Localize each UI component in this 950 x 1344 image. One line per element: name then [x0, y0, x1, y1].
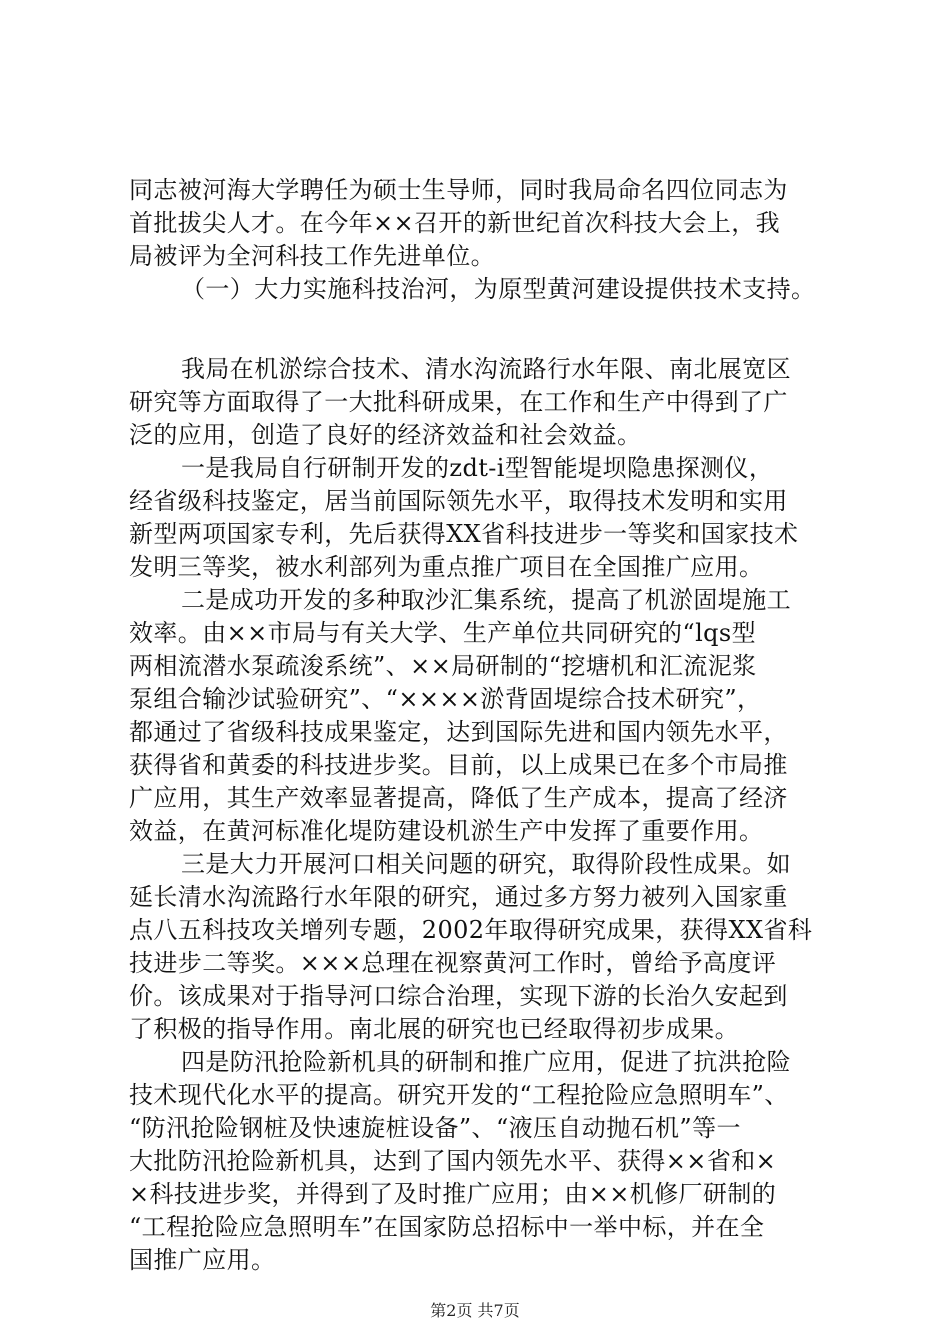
paragraph-line: 技术现代化水平的提高。研究开发的“工程抢险应急照明车”、	[129, 1081, 789, 1109]
paragraph-line: 新型两项国家专利，先后获得XX省科技进步一等奖和国家技术	[129, 520, 799, 548]
paragraph-line: 局被评为全河科技工作先进单位。	[129, 242, 495, 270]
paragraph-line: 研究等方面取得了一大批科研成果，在工作和生产中得到了广	[129, 388, 788, 416]
paragraph-line: 都通过了省级科技成果鉴定，达到国际先进和国内领先水平，	[129, 718, 788, 746]
paragraph-line: 效率。由××市局与有关大学、生产单位共同研究的“lqs型	[129, 619, 757, 647]
paragraph-line: 首批拔尖人才。在今年××召开的新世纪首次科技大会上，我	[129, 209, 781, 237]
paragraph-line: 一是我局自行研制开发的zdt-i型智能堤坝隐患探测仪，	[181, 454, 774, 482]
paragraph-line: 二是成功开发的多种取沙汇集系统，提高了机淤固堤施工	[181, 586, 791, 614]
paragraph-line: 了积极的指导作用。南北展的研究也已经取得初步成果。	[129, 1015, 739, 1043]
paragraph-line: 四是防汛抢险新机具的研制和推广应用，促进了抗洪抢险	[181, 1048, 791, 1076]
paragraph-line: 我局在机淤综合技术、清水沟流路行水年限、南北展宽区	[181, 355, 791, 383]
paragraph-line: 经省级科技鉴定，居当前国际领先水平，取得技术发明和实用	[129, 487, 788, 515]
paragraph-line: 价。该成果对于指导河口综合治理，实现下游的长治久安起到	[129, 982, 788, 1010]
document-body	[129, 174, 829, 1277]
paragraph-line: 获得省和黄委的科技进步奖。目前，以上成果已在多个市局推	[129, 751, 788, 779]
paragraph-line: 国推广应用。	[129, 1246, 276, 1274]
paragraph-line: ×科技进步奖，并得到了及时推广应用；由××机修厂研制的	[129, 1180, 777, 1208]
paragraph-line: 同志被河海大学聘任为硕士生导师，同时我局命名四位同志为	[129, 176, 788, 204]
paragraph-line: 泵组合输沙试验研究”、“××××淤背固堤综合技术研究”，	[129, 685, 762, 713]
paragraph-line: 泛的应用，创造了良好的经济效益和社会效益。	[129, 421, 642, 449]
blank-spacer	[129, 306, 829, 353]
paragraph-line: 广应用，其生产效率显著提高，降低了生产成本，提高了经济	[129, 784, 788, 812]
section-heading: （一）大力实施科技治河，为原型黄河建设提供技术支持。	[181, 275, 816, 303]
paragraph-line: 大批防汛抢险新机具，达到了国内领先水平、获得××省和×	[129, 1147, 777, 1175]
paragraph-line: 三是大力开展河口相关问题的研究，取得阶段性成果。如	[181, 850, 791, 878]
paragraph-line: 发明三等奖，被水利部列为重点推广项目在全国推广应用。	[129, 553, 764, 581]
paragraph-line: “工程抢险应急照明车”在国家防总招标中一举中标，并在全	[129, 1213, 765, 1241]
paragraph-line: 点八五科技攻关增列专题，2002年取得研究成果，获得XX省科	[129, 916, 813, 944]
paragraph-line: 技进步二等奖。×××总理在视察黄河工作时，曾给予高度评	[129, 949, 777, 977]
paragraph-line: 两相流潜水泵疏浚系统”、××局研制的“挖塘机和汇流泥浆	[129, 652, 757, 680]
page-footer: 第2页 共7页	[430, 1301, 520, 1320]
paragraph-line: 效益，在黄河标准化堤防建设机淤生产中发挥了重要作用。	[129, 817, 764, 845]
paragraph-line: 延长清水沟流路行水年限的研究，通过多方努力被列入国家重	[129, 883, 788, 911]
paragraph-line: “防汛抢险钢桩及快速旋桩设备”、“液压自动抛石机”等一	[129, 1114, 741, 1142]
